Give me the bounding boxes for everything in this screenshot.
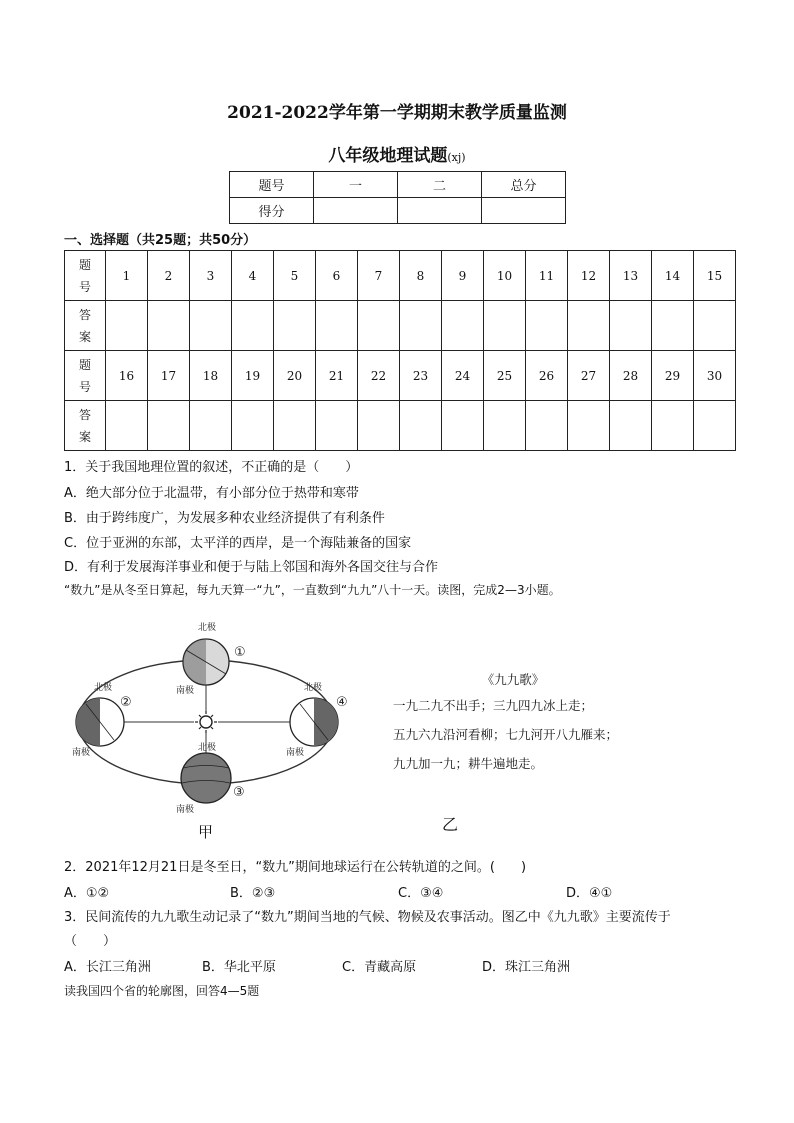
answer-cell[interactable] bbox=[232, 401, 274, 451]
answer-cell[interactable] bbox=[610, 401, 652, 451]
subtitle-text: 八年级地理试题 bbox=[328, 146, 448, 166]
answer-cell[interactable] bbox=[358, 401, 400, 451]
grid-label bbox=[65, 401, 106, 451]
sun-icon bbox=[195, 711, 217, 733]
north-pole-label: 北极 bbox=[198, 743, 217, 753]
question-number-cell: 10 bbox=[484, 251, 526, 301]
q1-stem: 1．关于我国地理位置的叙述，不正确的是（ ） bbox=[64, 460, 359, 475]
score-cell[interactable] bbox=[314, 198, 398, 224]
answer-cell[interactable] bbox=[694, 401, 736, 451]
question-number-cell: 28 bbox=[610, 351, 652, 401]
answer-cell[interactable] bbox=[568, 401, 610, 451]
q2-option-a: A．①② bbox=[64, 886, 110, 901]
answer-cell[interactable] bbox=[148, 301, 190, 351]
answer-cell[interactable] bbox=[106, 301, 148, 351]
south-pole-label: 南极 bbox=[72, 748, 91, 758]
position-marker: ② bbox=[120, 695, 132, 710]
answer-grid-question-row bbox=[65, 251, 736, 301]
answer-cell[interactable] bbox=[442, 401, 484, 451]
north-pole-label: 北极 bbox=[304, 683, 323, 693]
north-pole-label: 北极 bbox=[94, 683, 113, 693]
question-number-cell: 9 bbox=[442, 251, 484, 301]
score-cell: 二 bbox=[398, 172, 482, 198]
q2-option-b: B．②③ bbox=[230, 886, 276, 901]
question-number-cell: 24 bbox=[442, 351, 484, 401]
exam-title: 2021-2022学年第一学期期末教学质量监测 bbox=[227, 103, 567, 123]
question-number-cell: 13 bbox=[610, 251, 652, 301]
score-cell: 总分 bbox=[482, 172, 566, 198]
earth-position-3 bbox=[181, 753, 231, 803]
song-line: 五九六九沿河看柳；七九河开八九雁来； bbox=[393, 727, 619, 742]
question-number-cell: 18 bbox=[190, 351, 232, 401]
song-title: 《九九歌》 bbox=[481, 672, 545, 687]
question-number-cell: 20 bbox=[274, 351, 316, 401]
answer-cell[interactable] bbox=[190, 401, 232, 451]
q1-option-c: C．位于亚洲的东部，太平洋的西岸，是一个海陆兼备的国家 bbox=[64, 536, 412, 551]
figure-jia-caption: 甲 bbox=[198, 823, 214, 841]
earth-position-1 bbox=[183, 639, 229, 685]
south-pole-label: 南极 bbox=[176, 805, 195, 815]
q3-stem: 3．民间流传的九九歌生动记录了“数九”期间当地的气候、物候及农事活动。图乙中《九九歌》主要流传于 bbox=[64, 910, 671, 925]
answer-cell[interactable] bbox=[274, 401, 316, 451]
grid-label-char: 号 bbox=[78, 379, 91, 394]
q1-option-b: B．由于跨纬度广，为发展多种农业经济提供了有利条件 bbox=[64, 511, 385, 526]
grid-label-char: 号 bbox=[78, 279, 91, 294]
score-cell[interactable] bbox=[398, 198, 482, 224]
answer-cell[interactable] bbox=[316, 301, 358, 351]
question-number-cell: 2 bbox=[148, 251, 190, 301]
section-heading: 一、选择题（共25题；共50分） bbox=[64, 233, 257, 248]
question-number-cell: 16 bbox=[106, 351, 148, 401]
answer-cell[interactable] bbox=[526, 301, 568, 351]
answer-cell[interactable] bbox=[568, 301, 610, 351]
grid-label-char: 案 bbox=[78, 329, 91, 344]
score-cell: 一 bbox=[314, 172, 398, 198]
answer-grid-answer-row bbox=[65, 301, 736, 351]
question-number-cell: 27 bbox=[568, 351, 610, 401]
q4-5-intro: 读我国四个省的轮廓图，回答4—5题 bbox=[64, 984, 260, 998]
grid-label-char: 题 bbox=[78, 257, 91, 272]
question-number-cell: 3 bbox=[190, 251, 232, 301]
grid-label-char: 答 bbox=[78, 407, 91, 422]
north-pole-label: 北极 bbox=[198, 623, 217, 633]
answer-cell[interactable] bbox=[190, 301, 232, 351]
answer-grid-answer-row bbox=[65, 401, 736, 451]
figure-yi-caption: 乙 bbox=[442, 815, 459, 834]
orbit-diagram bbox=[64, 618, 374, 843]
score-row-header bbox=[230, 172, 566, 198]
answer-cell[interactable] bbox=[148, 401, 190, 451]
q3-option-a: A．长江三角洲 bbox=[64, 960, 151, 975]
q3-option-b: B．华北平原 bbox=[202, 960, 276, 975]
answer-grid-question-row bbox=[65, 351, 736, 401]
south-pole-label: 南极 bbox=[286, 748, 305, 758]
earth-position-2 bbox=[76, 698, 124, 746]
south-pole-label: 南极 bbox=[176, 686, 195, 696]
q3-option-c: C．青藏高原 bbox=[342, 960, 417, 975]
position-marker: ④ bbox=[336, 695, 348, 710]
question-number-cell: 19 bbox=[232, 351, 274, 401]
q3-paren: （ ） bbox=[64, 934, 117, 949]
question-number-cell: 7 bbox=[358, 251, 400, 301]
song-line: 九九加一九；耕牛遍地走。 bbox=[393, 756, 544, 771]
answer-cell[interactable] bbox=[106, 401, 148, 451]
grid-label-char: 答 bbox=[78, 307, 91, 322]
answer-cell[interactable] bbox=[316, 401, 358, 451]
question-number-cell: 22 bbox=[358, 351, 400, 401]
subtitle-note: (xj) bbox=[447, 151, 466, 164]
question-number-cell: 1 bbox=[106, 251, 148, 301]
answer-cell[interactable] bbox=[232, 301, 274, 351]
question-number-cell: 12 bbox=[568, 251, 610, 301]
question-number-cell: 17 bbox=[148, 351, 190, 401]
answer-cell[interactable] bbox=[442, 301, 484, 351]
question-number-cell: 4 bbox=[232, 251, 274, 301]
answer-cell[interactable] bbox=[484, 301, 526, 351]
score-cell: 得分 bbox=[230, 198, 314, 224]
grid-label bbox=[65, 301, 106, 351]
question-number-cell: 6 bbox=[316, 251, 358, 301]
question-number-cell: 21 bbox=[316, 351, 358, 401]
q1-option-d: D．有利于发展海洋事业和便于与陆上邻国和海外各国交往与合作 bbox=[64, 560, 439, 575]
score-row-values bbox=[230, 198, 566, 224]
answer-cell[interactable] bbox=[610, 301, 652, 351]
q1-option-a: A．绝大部分位于北温带，有小部分位于热带和寒带 bbox=[64, 486, 359, 501]
question-number-cell: 11 bbox=[526, 251, 568, 301]
question-number-cell: 5 bbox=[274, 251, 316, 301]
score-table bbox=[229, 171, 566, 224]
question-number-cell: 26 bbox=[526, 351, 568, 401]
answer-cell[interactable] bbox=[484, 401, 526, 451]
q2-option-d: D．④① bbox=[566, 886, 613, 901]
answer-cell[interactable] bbox=[400, 301, 442, 351]
position-marker: ③ bbox=[233, 785, 245, 800]
nine-nine-song bbox=[393, 670, 653, 783]
question-number-cell: 14 bbox=[652, 251, 694, 301]
question-number-cell: 8 bbox=[400, 251, 442, 301]
answer-cell[interactable] bbox=[694, 301, 736, 351]
answer-cell[interactable] bbox=[358, 301, 400, 351]
question-number-cell: 29 bbox=[652, 351, 694, 401]
position-marker: ① bbox=[234, 645, 246, 660]
question-number-cell: 25 bbox=[484, 351, 526, 401]
question-number-cell: 15 bbox=[694, 251, 736, 301]
score-cell: 题号 bbox=[230, 172, 314, 198]
song-line: 一九二九不出手；三九四九冰上走； bbox=[393, 698, 594, 713]
grid-label bbox=[65, 351, 106, 401]
answer-cell[interactable] bbox=[274, 301, 316, 351]
answer-cell[interactable] bbox=[652, 301, 694, 351]
q2-3-intro: “数九”是从冬至日算起，每九天算一“九”，一直数到“九九”八十一天。读图，完成2—3小题。 bbox=[64, 583, 561, 597]
q2-stem: 2．2021年12月21日是冬至日，“数九”期间地球运行在公转轨道的之间。( ) bbox=[64, 860, 527, 875]
question-number-cell: 30 bbox=[694, 351, 736, 401]
q2-option-c: C．③④ bbox=[398, 886, 444, 901]
q3-option-d: D．珠江三角洲 bbox=[482, 960, 571, 975]
question-number-cell: 23 bbox=[400, 351, 442, 401]
answer-grid bbox=[64, 250, 736, 451]
grid-label bbox=[65, 251, 106, 301]
grid-label-char: 题 bbox=[78, 357, 91, 372]
answer-cell[interactable] bbox=[400, 401, 442, 451]
exam-subtitle bbox=[0, 141, 794, 166]
answer-cell[interactable] bbox=[526, 401, 568, 451]
answer-cell[interactable] bbox=[652, 401, 694, 451]
score-cell[interactable] bbox=[482, 198, 566, 224]
grid-label-char: 案 bbox=[78, 429, 91, 444]
earth-position-4 bbox=[290, 698, 338, 746]
